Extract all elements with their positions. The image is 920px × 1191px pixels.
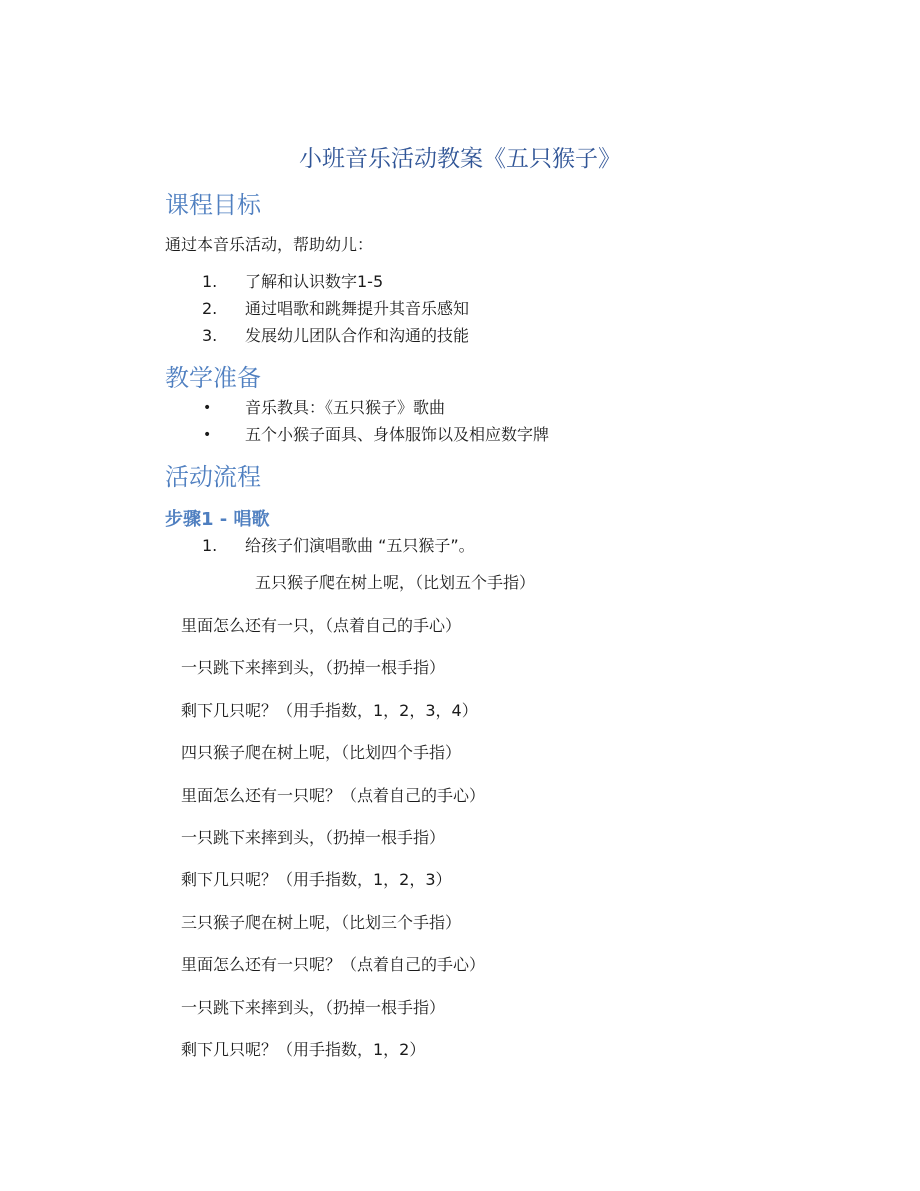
lyrics-line: 剩下几只呢？（用手指数，1，2） xyxy=(181,1039,426,1059)
heading-step1: 步骤1 - 唱歌 xyxy=(165,509,270,530)
list-number: 3. xyxy=(202,326,218,345)
goals-intro: 通过本音乐活动，帮助幼儿： xyxy=(165,235,374,254)
lyrics-line: 里面怎么还有一只呢？（点着自己的手心） xyxy=(181,955,486,975)
lyrics-line: 里面怎么还有一只，（点着自己的手心） xyxy=(181,616,462,635)
lyrics-line: 一只跳下来摔到头，（扔掉一根手指） xyxy=(181,658,446,678)
lyrics-line: 一只跳下来摔到头，（扔掉一根手指） xyxy=(181,997,446,1017)
heading-process: 活动流程 xyxy=(165,463,261,491)
bullet-icon: • xyxy=(203,427,212,443)
list-number: 1. xyxy=(202,272,218,291)
lyrics-line: 四只猴子爬在树上呢，（比划四个手指） xyxy=(181,743,462,763)
lyrics-line: 一只跳下来摔到头，（扔掉一根手指） xyxy=(181,827,446,847)
lyrics-line: 三只猴子爬在树上呢，（比划三个手指） xyxy=(181,912,462,932)
lyrics-line: 里面怎么还有一只呢？（点着自己的手心） xyxy=(181,785,486,805)
lyrics-line: 剩下几只呢？（用手指数，1，2，3） xyxy=(181,870,452,890)
list-item-text: 音乐教具：《五只猴子》歌曲 xyxy=(245,398,446,417)
lyrics-list xyxy=(181,614,485,1080)
list-number: 2. xyxy=(202,299,218,318)
list-item-text: 五个小猴子面具、身体服饰以及相应数字牌 xyxy=(245,425,550,444)
bullet-icon: • xyxy=(203,400,212,416)
heading-goals: 课程目标 xyxy=(165,191,261,219)
list-item-text: 了解和认识数字1-5 xyxy=(245,272,384,291)
list-item-text: 发展幼儿团队合作和沟通的技能 xyxy=(245,326,470,345)
heading-preparation: 教学准备 xyxy=(165,364,261,392)
document-title: 小班音乐活动教案《五只猴子》 xyxy=(299,146,621,172)
lyrics-line-first: 五只猴子爬在树上呢，（比划五个手指） xyxy=(255,573,536,592)
lyrics-line: 剩下几只呢？（用手指数，1，2，3，4） xyxy=(181,700,478,720)
list-item-text: 给孩子们演唱歌曲 “五只猴子”。 xyxy=(245,536,475,555)
list-item-text: 通过唱歌和跳舞提升其音乐感知 xyxy=(245,299,470,318)
list-number: 1. xyxy=(202,536,218,555)
